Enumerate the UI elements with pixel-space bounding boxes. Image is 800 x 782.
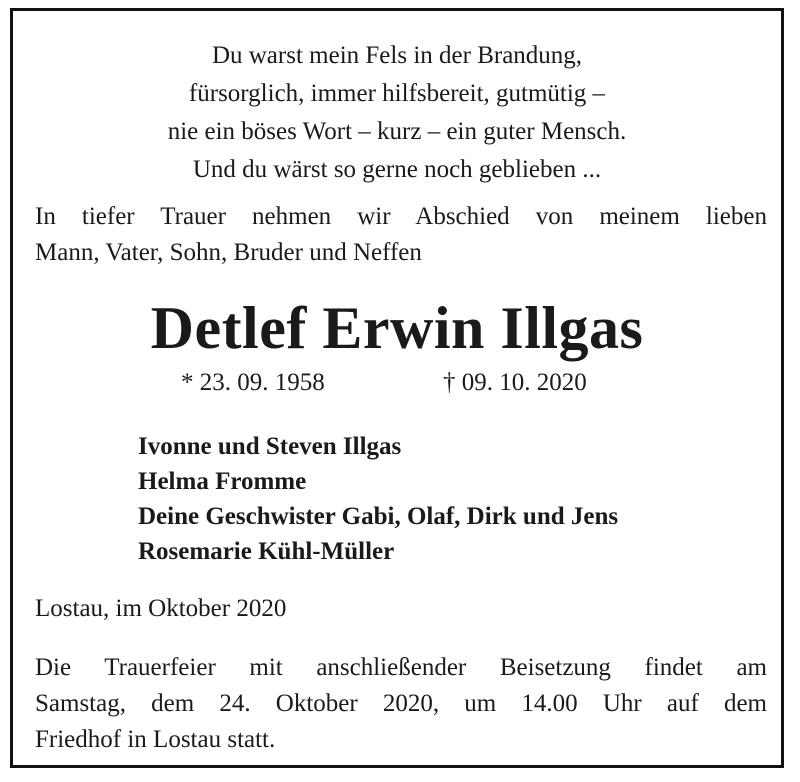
funeral-line: Friedhof in Lostau statt.	[35, 726, 276, 753]
mourner-entry: Deine Geschwister Gabi, Olaf, Dirk und Jens	[138, 503, 619, 530]
funeral-line: Samstag, dem 24. Oktober 2020, um 14.00 Uhr auf dem	[35, 690, 767, 717]
funeral-line: Die Trauerfeier mit anschließender Beisetzung findet am	[35, 654, 767, 681]
intro-text	[35, 199, 767, 271]
mourner-entry: Ivonne und Steven Illgas	[138, 433, 402, 460]
mourners-list	[138, 429, 618, 569]
poem-verse	[13, 37, 781, 189]
place-and-date: Lostau, im Oktober 2020	[35, 595, 287, 622]
funeral-notice	[35, 650, 767, 758]
poem-line: Du warst mein Fels in der Brandung,	[211, 42, 583, 69]
obituary-border	[10, 8, 784, 768]
mourner-entry: Helma Fromme	[138, 468, 307, 495]
poem-line: Und du wärst so gerne noch geblieben ...	[192, 156, 602, 183]
mourner-entry: Rosemarie Kühl-Müller	[138, 538, 395, 565]
death-date: † 09. 10. 2020	[443, 369, 587, 396]
intro-line: Mann, Vater, Sohn, Bruder und Neffen	[35, 239, 422, 266]
deceased-name: Detlef Erwin Illgas	[150, 295, 644, 361]
poem-line: nie ein böses Wort – kurz – ein guter Mensch.	[167, 118, 627, 145]
intro-line: In tiefer Trauer nehmen wir Abschied von meinem lieben	[35, 203, 767, 230]
poem-line: fürsorglich, immer hilfsbereit, gutmütig –	[188, 80, 606, 107]
birth-date: * 23. 09. 1958	[181, 369, 325, 396]
